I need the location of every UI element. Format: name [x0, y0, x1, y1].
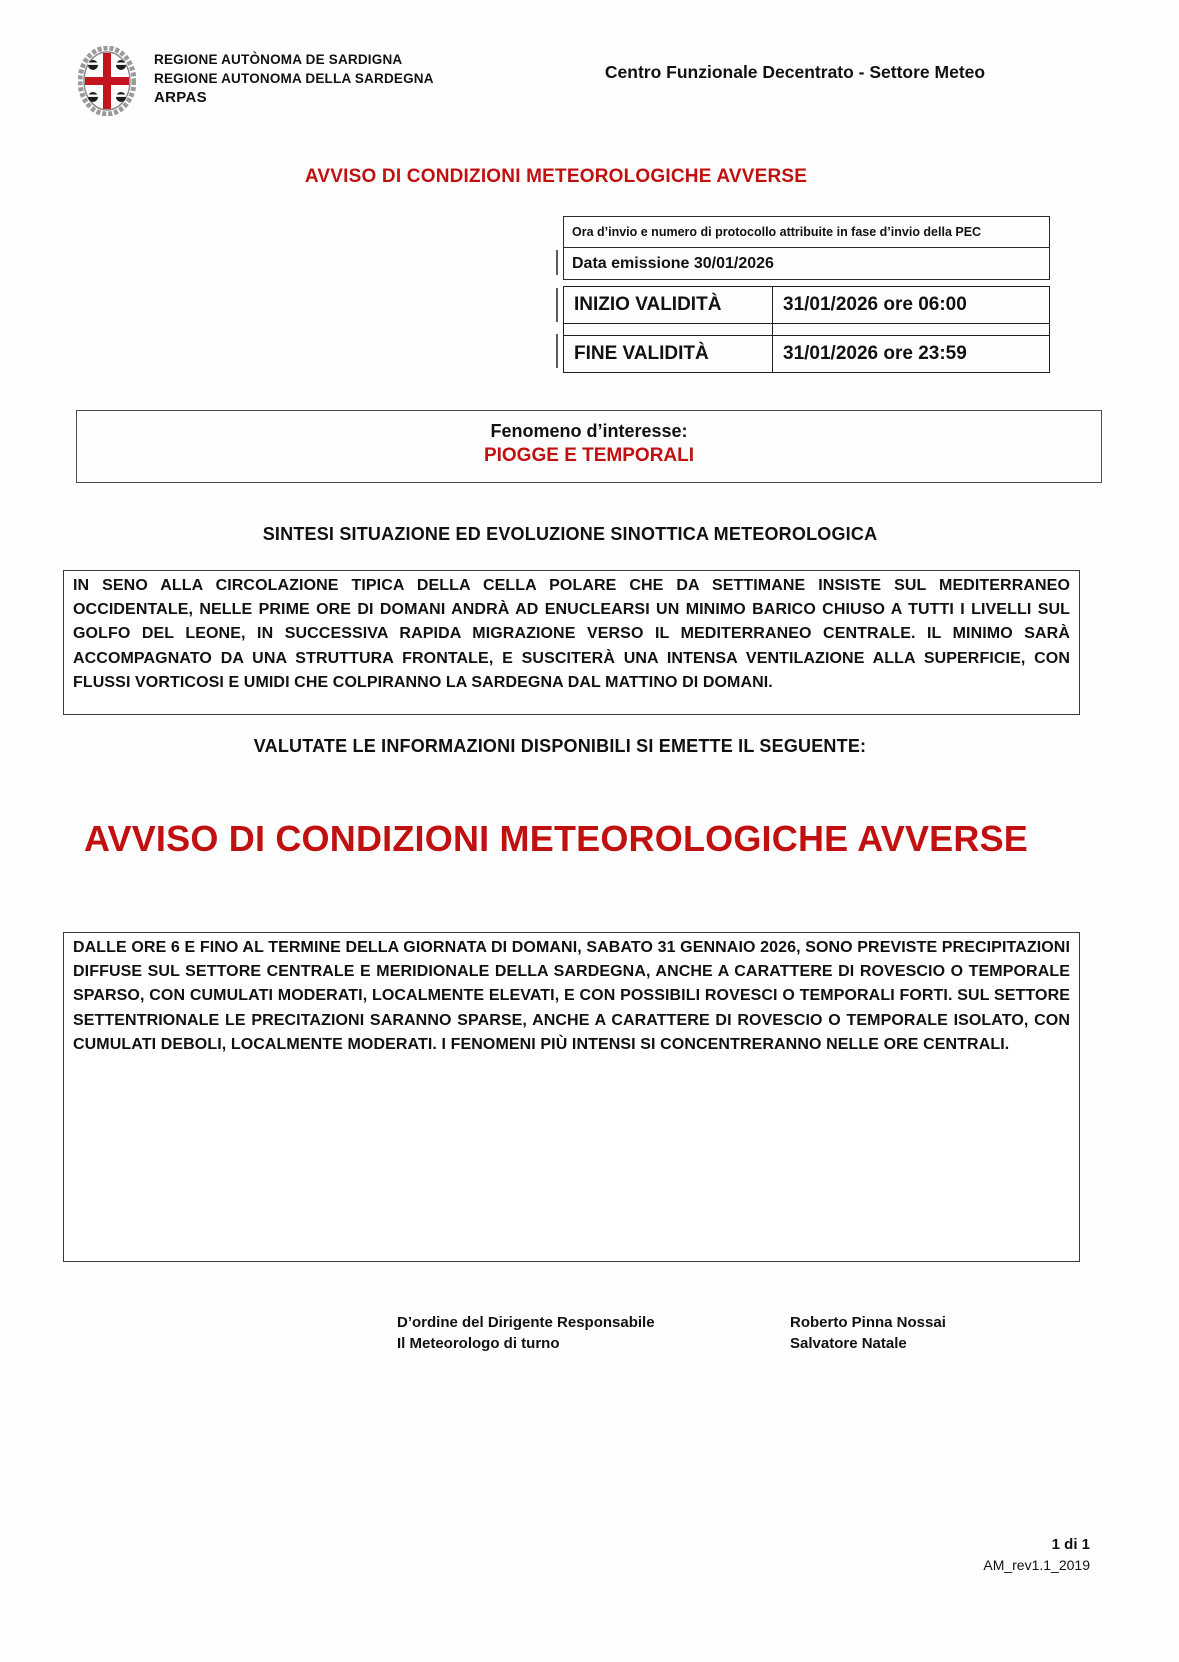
department-title: Centro Funzionale Decentrato - Settore Meteo — [604, 62, 986, 82]
synthesis-body: IN SENO ALLA CIRCOLAZIONE TIPICA DELLA CELLA POLARE CHE DA SETTIMANE INSISTE SUL MEDITERRANEO OCCIDENTALE, NELLE PRIME ORE DI DOMANI ANDRÀ AD ENUCLEARSI UN MINIMO BARICO CHIUSO A TUTTI I LIVELLI SUL GOLFO DEL LEONE, IN SUCCESSIVA RAPIDA MIGRAZIONE VERSO IL MEDITERRANEO CENTRALE. IL MINIMO SARÀ ACCOMPAGNATO DA UNA STRUTTURA FRONTALE, E SUSCITERÀ UNA INTENSA VENTILAZIONE ALLA SUPERFICIE, CON FLUSSI VORTICOSI E UMIDI CHE COLPIRANNO LA SARDEGNA DAL MATTINO DI DOMANI. — [73, 577, 1070, 691]
phenomenon-value: PIOGGE E TEMPORALI — [483, 445, 695, 466]
page-number: 1 di 1 — [1051, 1536, 1090, 1553]
table-left-tick — [556, 288, 558, 322]
revision-label: AM_rev1.1_2019 — [983, 1557, 1090, 1573]
forecast-body: DALLE ORE 6 E FINO AL TERMINE DELLA GIORNATA DI DOMANI, SABATO 31 GENNAIO 2026, SONO PREVISTE PRECIPITAZIONI DIFFUSE SUL SETTORE CENTRALE E MERIDIONALE DELLA SARDEGNA, ANCHE A CARATTERE DI ROVESCIO O TEMPORALE SPARSO, CON CUMULATI MODERATI, LOCALMENTE ELEVATI, E CON POSSIBILI ROVESCI O TEMPORALI FORTI. SUL SETTORE SETTENTRIONALE LE PRECITAZIONI SARANNO SPARSE, ANCHE A CARATTERE DI ROVESCIO O TEMPORALE ISOLATO, CON CUMULATI DEBOLI, LOCALMENTE MODERATI. I FENOMENI PIÙ INTENSI SI CONCENTRERANNO NELLE ORE CENTRALI. — [73, 939, 1070, 1053]
validity-end-value: 31/01/2026 ore 23:59 — [773, 336, 1050, 373]
agency-line-1: REGIONE AUTÒNOMA DE SARDIGNA — [154, 52, 403, 67]
validity-end-label: FINE VALIDITÀ — [564, 336, 773, 373]
validity-start-value: 31/01/2026 ore 06:00 — [773, 287, 1050, 324]
validity-table — [563, 286, 1050, 373]
signature-name-line-2: Salvatore Natale — [790, 1335, 907, 1352]
table-left-tick — [556, 250, 558, 275]
signature-name-line-1: Roberto Pinna Nossai — [790, 1314, 946, 1331]
protocol-emission-line: Data emissione 30/01/2026 — [564, 248, 1050, 280]
forecast-box — [63, 932, 1080, 1262]
agency-block — [154, 50, 574, 108]
agency-line-arpas: ARPAS — [154, 89, 207, 106]
evaluation-line: VALUTATE LE INFORMAZIONI DISPONIBILI SI EMETTE IL SEGUENTE: — [253, 736, 867, 756]
validity-start-row — [564, 287, 1050, 324]
phenomenon-box — [76, 410, 1102, 483]
validity-spacer-row — [564, 324, 1050, 336]
agency-line-2: REGIONE AUTONOMA DELLA SARDEGNA — [154, 71, 434, 86]
doc-title: AVVISO DI CONDIZIONI METEOROLOGICHE AVVERSE — [304, 166, 808, 187]
table-left-tick — [556, 334, 558, 368]
signature-names — [790, 1312, 1070, 1354]
signature-roles — [397, 1312, 777, 1354]
signature-role-line-1: D’ordine del Dirigente Responsabile — [397, 1314, 655, 1331]
protocol-pec-line: Ora d’invio e numero di protocollo attribuite in fase d’invio della PEC — [564, 217, 1050, 248]
protocol-table — [563, 216, 1050, 280]
validity-start-label: INIZIO VALIDITÀ — [564, 287, 773, 324]
signature-role-line-2: Il Meteorologo di turno — [397, 1335, 560, 1352]
main-title: AVVISO DI CONDIZIONI METEOROLOGICHE AVVERSE — [83, 818, 1029, 859]
sardinia-coat-of-arms-icon — [78, 46, 136, 116]
validity-end-row — [564, 336, 1050, 373]
phenomenon-label: Fenomeno d’interesse: — [490, 421, 688, 441]
synthesis-box — [63, 570, 1080, 715]
synthesis-heading: SINTESI SITUAZIONE ED EVOLUZIONE SINOTTICA METEOROLOGICA — [262, 524, 878, 544]
